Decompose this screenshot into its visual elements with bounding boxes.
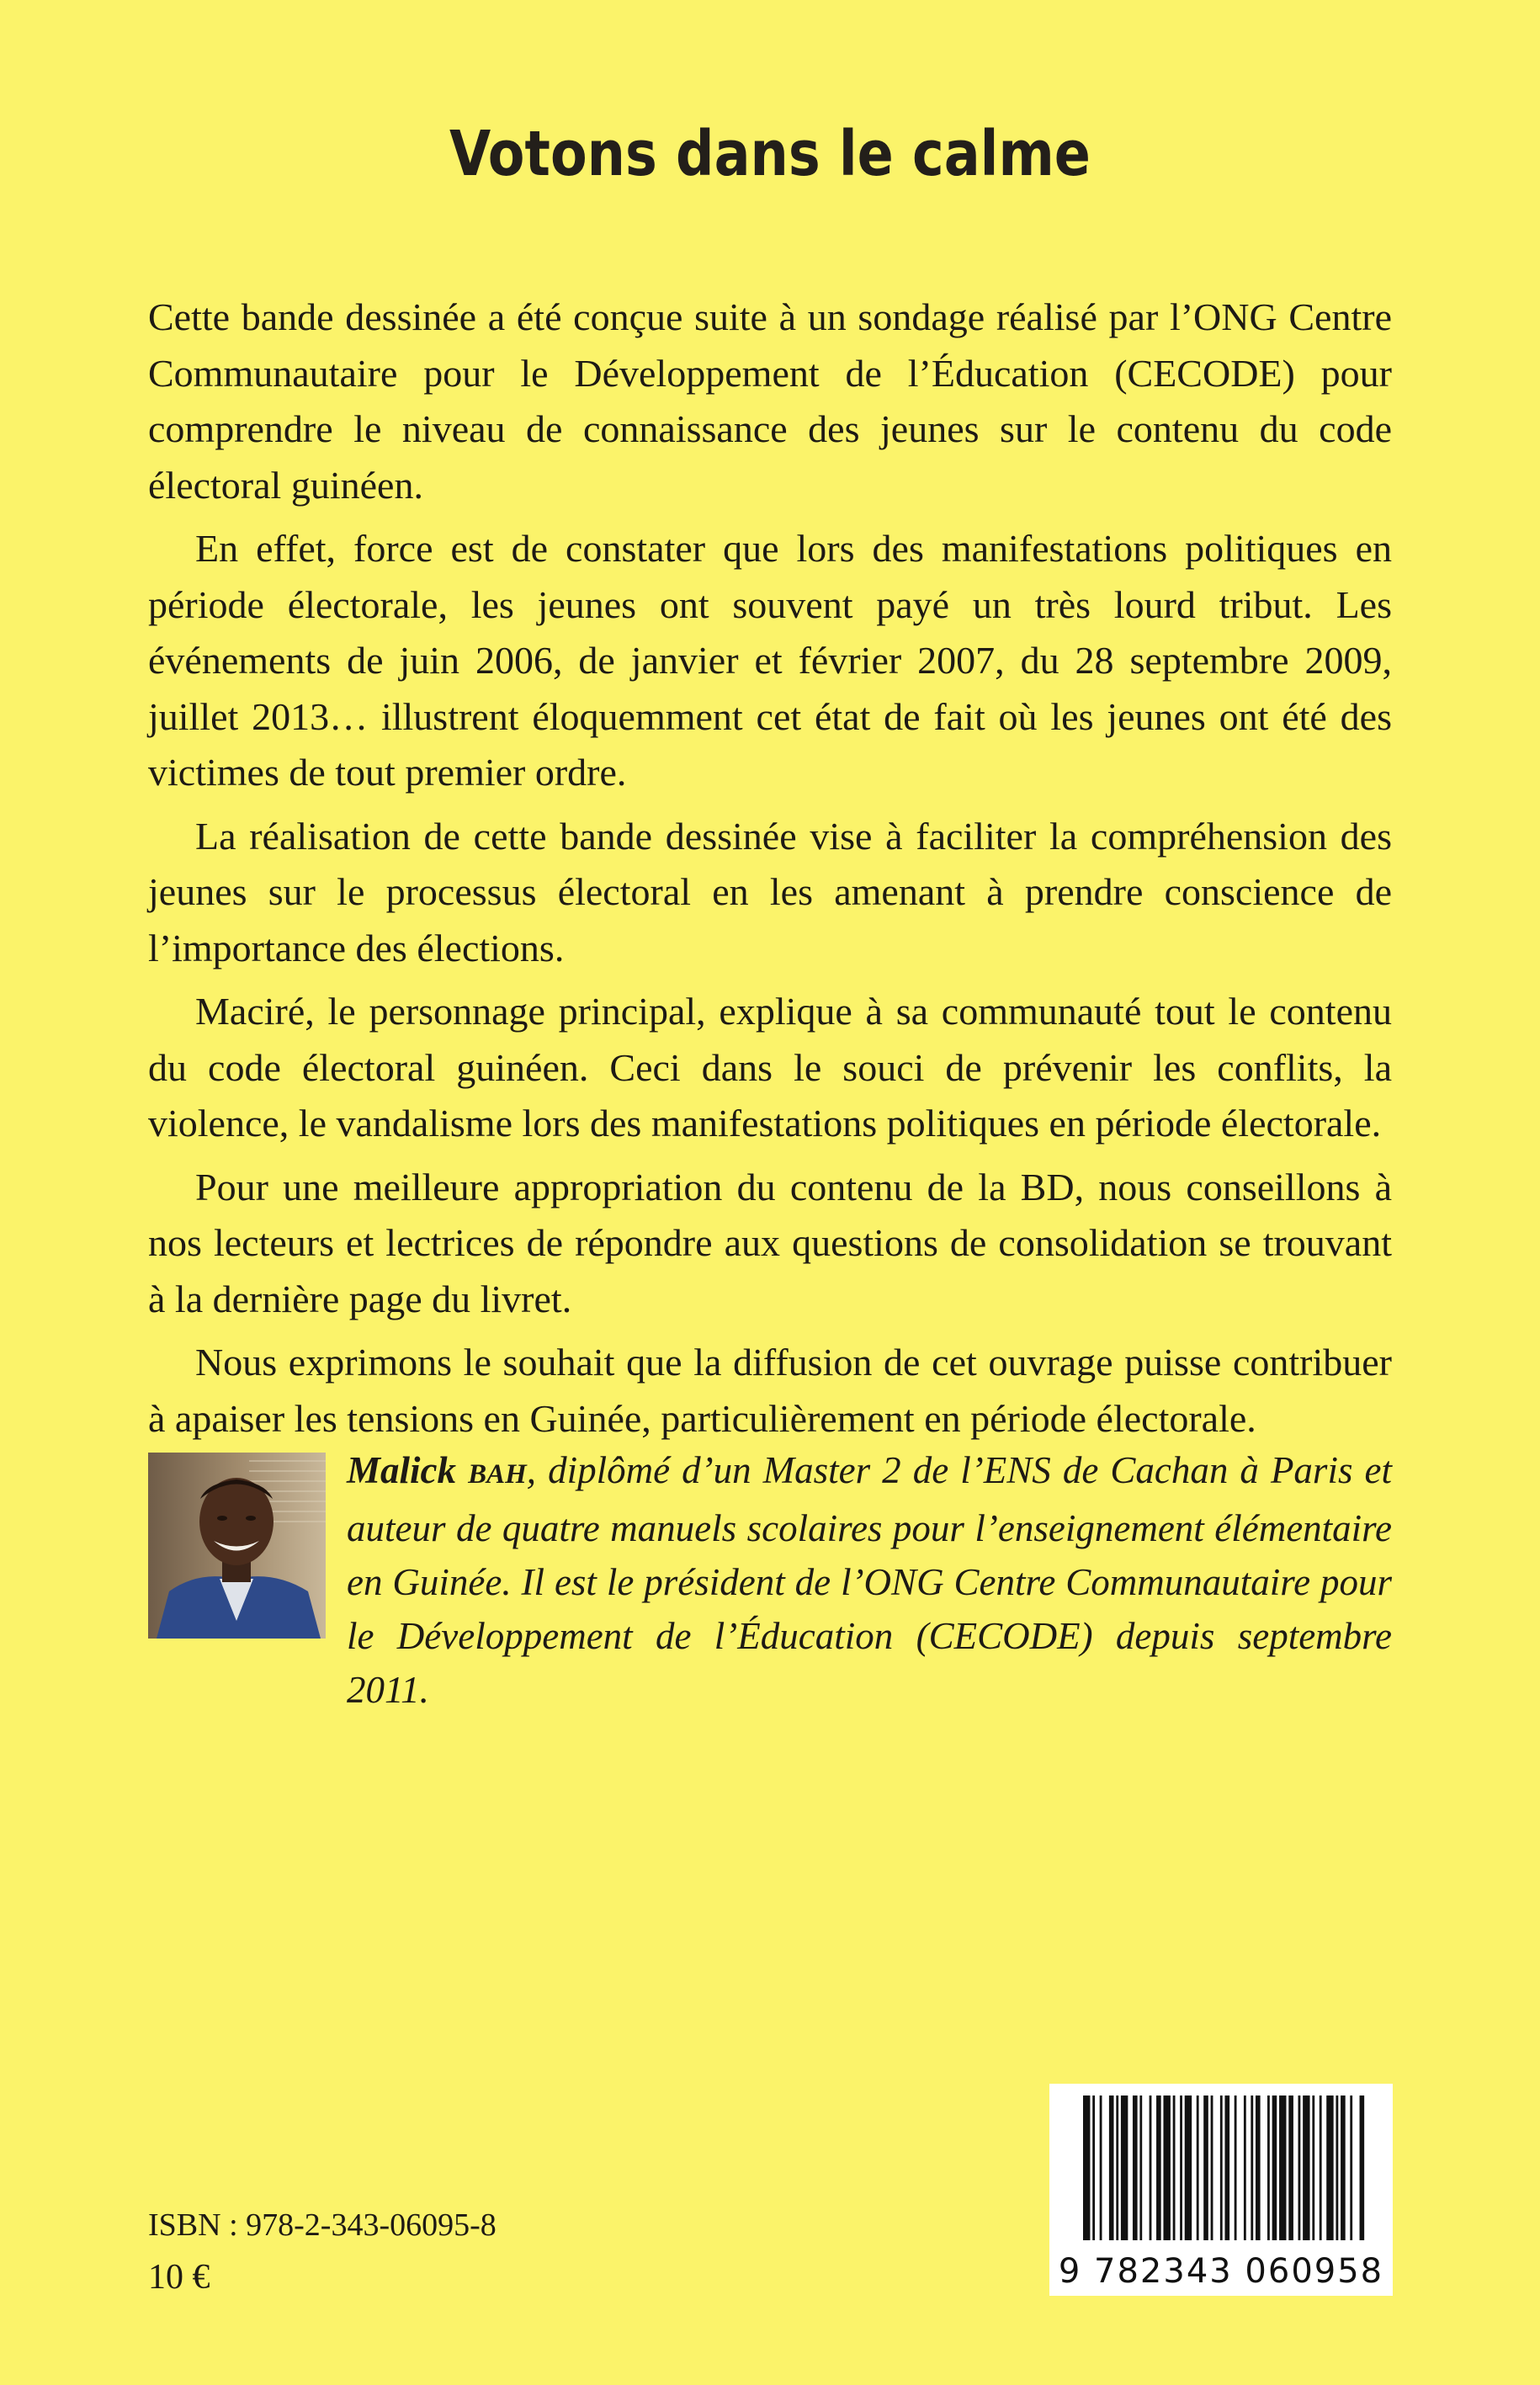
barcode-bar	[1326, 2096, 1333, 2240]
barcode-bar	[1320, 2096, 1322, 2240]
barcode-bar	[1185, 2096, 1192, 2240]
barcode-digits: 9 782343 060958	[1049, 2247, 1393, 2296]
barcode-bar	[1224, 2096, 1229, 2240]
blurb-paragraph-5: Pour une meilleure appropriation du contenu de la BD, nous conseillons à nos lecteurs et lectrices de répondre aux questions de consolidation se trouvant à la dernière page du livret.	[148, 1165, 1392, 1320]
barcode-bar	[1288, 2096, 1293, 2240]
barcode-bar	[1350, 2096, 1352, 2240]
barcode-bar	[1092, 2096, 1095, 2240]
barcode-bar	[1139, 2096, 1142, 2240]
barcode-bar	[1180, 2096, 1182, 2240]
author-last-name: BAH	[468, 1459, 527, 1490]
barcode-bar	[1150, 2096, 1152, 2240]
price: 10 €	[148, 2258, 210, 2297]
blurb-paragraph-6: Nous exprimons le souhait que la diffusion de cet ouvrage puisse contribuer à apaiser les tensions en Guinée, particulièrement en période électorale.	[148, 1341, 1392, 1440]
blurb-paragraph-3: La réalisation de cette bande dessinée vise à faciliter la compréhension des jeunes sur le processus électoral en les amenant à prendre conscience de l’importance des élections.	[148, 814, 1392, 969]
barcode-bar	[1360, 2096, 1365, 2240]
barcode-bar	[1244, 2096, 1246, 2240]
author-bio	[347, 1443, 1392, 1717]
blurb-paragraph-4: Maciré, le personnage principal, explique à sa communauté tout le contenu du code électoral guinéen. Ceci dans le souci de prévenir les conflits, la violence, le vandalisme lors des manifestations politiques en période électorale.	[148, 990, 1392, 1145]
barcode-bar	[1173, 2096, 1176, 2240]
barcode-bar	[1100, 2096, 1102, 2240]
barcode-bar	[1109, 2096, 1114, 2240]
barcode-bar	[1312, 2096, 1314, 2240]
barcode-bars	[1049, 2084, 1393, 2244]
barcode-bar	[1121, 2096, 1128, 2240]
barcode-bar	[1267, 2096, 1270, 2240]
barcode-bar	[1336, 2096, 1338, 2240]
back-cover-blurb	[148, 289, 1392, 1454]
barcode-bar	[1156, 2096, 1161, 2240]
barcode-bar	[1197, 2096, 1199, 2240]
barcode-bar	[1298, 2096, 1301, 2240]
barcode-bar	[1116, 2096, 1118, 2240]
barcode-bar	[1272, 2096, 1277, 2240]
author-first-name: Malick	[347, 1449, 456, 1491]
blurb-paragraph-2: En effet, force est de constater que lors des manifestations politiques en période électorale, les jeunes ont souvent payé un très lourd tribut. Les événements de juin 2006, de janvier et février 2007, du 28 septembre 2009, juillet 2013… illustrent éloquemment cet état de fait où les jeunes ont été des victimes de tout premier ordre.	[148, 527, 1392, 794]
barcode-bar	[1133, 2096, 1138, 2240]
barcode-bar	[1235, 2096, 1237, 2240]
barcode-bar	[1083, 2096, 1090, 2240]
barcode-bar	[1220, 2096, 1223, 2240]
book-title: Votons dans le calme	[449, 118, 1091, 190]
author-photo	[148, 1453, 326, 1639]
barcode-bar	[1256, 2096, 1261, 2240]
barcode-bar	[1163, 2096, 1170, 2240]
barcode-bar	[1303, 2096, 1309, 2240]
blurb-paragraph-1: Cette bande dessinée a été conçue suite à un sondage réalisé par l’ONG Centre Communautaire pour le Développement de l’Éducation (CECODE) pour comprendre le niveau de connaissance des jeunes sur le contenu du code électoral guinéen.	[148, 295, 1392, 507]
author-bio-text: , diplômé d’un Master 2 de l’ENS de Cachan à Paris et auteur de quatre manuels scolaires pour l’enseignement élémentaire en Guinée. Il est le président de l’ONG Centre Communautaire pour le Développement de l’Éducation (CECODE) depuis septembre 2011.	[347, 1449, 1392, 1711]
barcode-bar	[1279, 2096, 1286, 2240]
barcode-bar	[1341, 2096, 1346, 2240]
barcode-bar	[1203, 2096, 1208, 2240]
barcode-bar	[1251, 2096, 1253, 2240]
barcode-bar	[1211, 2096, 1213, 2240]
barcode	[1049, 2084, 1393, 2296]
isbn: ISBN : 978-2-343-06095-8	[148, 2207, 497, 2243]
